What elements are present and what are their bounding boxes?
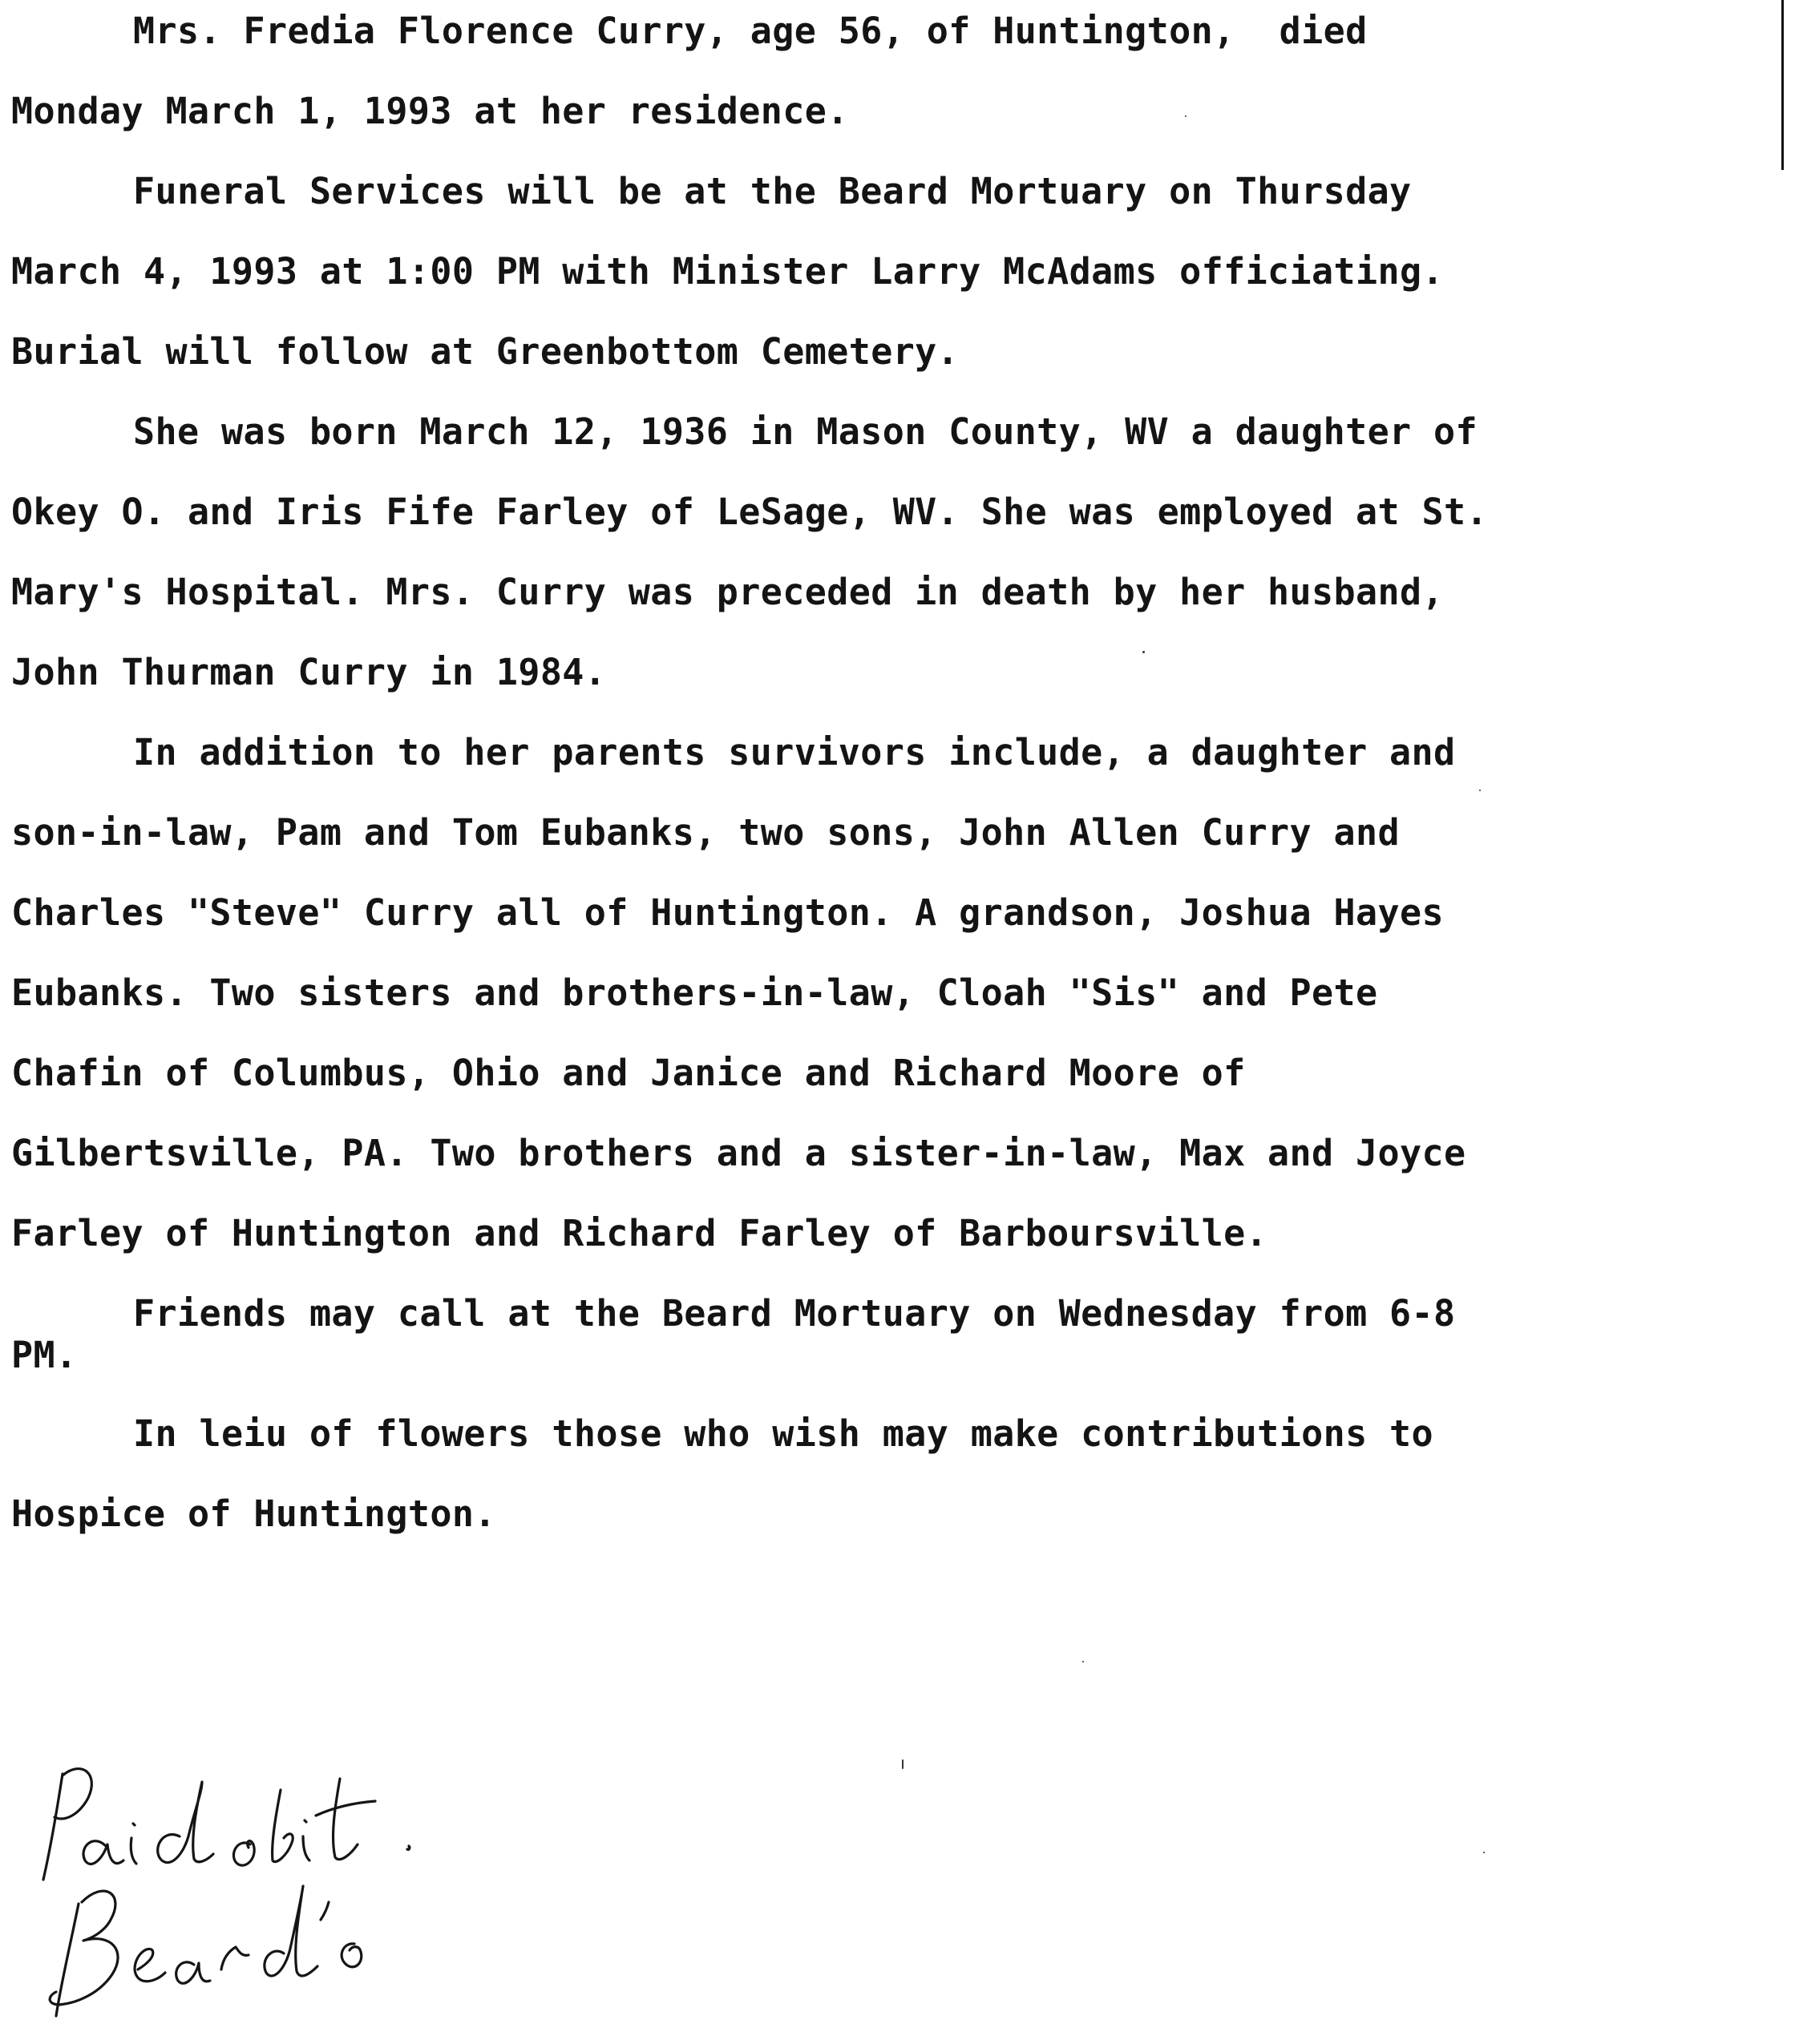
scan-speck — [1185, 115, 1187, 117]
text-line: Mrs. Fredia Florence Curry, age 56, of Huntington, died — [133, 10, 1368, 52]
handwriting-drawing — [32, 1759, 529, 2032]
scan-speck — [1142, 651, 1145, 653]
text-line: Mary's Hospital. Mrs. Curry was preceded in death by her husband, — [11, 571, 1444, 613]
text-line: Farley of Huntington and Richard Farley of Barboursville. — [11, 1212, 1268, 1254]
text-line: Eubanks. Two sisters and brothers-in-law, Cloah "Sis" and Pete — [11, 972, 1378, 1014]
text-line: John Thurman Curry in 1984. — [11, 651, 607, 693]
handwritten-note — [32, 1759, 529, 2032]
text-line: Friends may call at the Beard Mortuary on Wednesday from 6-8 — [133, 1292, 1456, 1335]
text-line: Gilbertsville, PA. Two brothers and a sister-in-law, Max and Joyce — [11, 1132, 1466, 1174]
scan-speck — [1082, 1661, 1084, 1662]
scan-edge-mark — [1781, 0, 1784, 170]
text-line: In addition to her parents survivors include, a daughter and — [133, 731, 1456, 774]
text-line: She was born March 12, 1936 in Mason County, WV a daughter of — [133, 410, 1478, 453]
text-line: son-in-law, Pam and Tom Eubanks, two sons, John Allen Curry and — [11, 811, 1401, 854]
text-line: March 4, 1993 at 1:00 PM with Minister Larry McAdams officiating. — [11, 250, 1444, 293]
scan-speck — [1479, 790, 1481, 791]
text-line: In leiu of flowers those who wish may make contributions to — [133, 1412, 1434, 1455]
text-line: Charles "Steve" Curry all of Huntington. A grandson, Joshua Hayes — [11, 891, 1444, 934]
text-line: Chafin of Columbus, Ohio and Janice and Richard Moore of — [11, 1052, 1246, 1094]
text-line: Okey O. and Iris Fife Farley of LeSage, WV. She was employed at St. — [11, 491, 1488, 533]
text-line: Monday March 1, 1993 at her residence. — [11, 90, 849, 132]
text-line: Funeral Services will be at the Beard Mortuary on Thursday — [133, 170, 1412, 212]
scan-speck — [902, 1759, 904, 1769]
text-line: PM. — [11, 1334, 78, 1376]
text-line: Hospice of Huntington. — [11, 1493, 496, 1535]
scan-speck — [1483, 1852, 1485, 1853]
text-line: Burial will follow at Greenbottom Cemetery. — [11, 330, 960, 373]
